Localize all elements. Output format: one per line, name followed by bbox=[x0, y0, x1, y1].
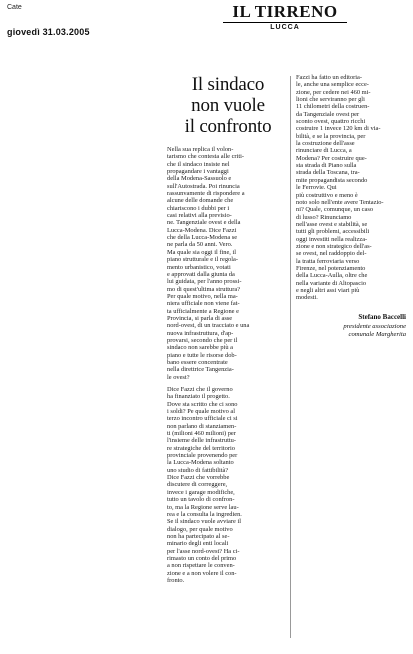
article-text-line: provarsi, secondo che per il bbox=[167, 336, 238, 344]
headline-line: Il sindaco bbox=[191, 74, 265, 95]
article-text-line: rea e la consulta la ingredien. bbox=[167, 510, 242, 518]
edition-name: LUCCA bbox=[270, 24, 300, 31]
column-2 bbox=[167, 386, 285, 584]
article-text-line: Dice Fazzi che vorrebbe bbox=[167, 474, 230, 482]
article-text-line: tutto un tavolo di confron- bbox=[167, 496, 235, 504]
author-role-line: presidente associazione bbox=[343, 323, 406, 330]
article-text-line: Lucca-Modena. Dice Fazzi bbox=[167, 226, 237, 234]
article-text-line: e negli altri assi viari più bbox=[296, 286, 360, 294]
author-signature: Stefano Baccelli bbox=[358, 313, 406, 321]
article-text-line: nord-ovest, di un tracciato e una bbox=[167, 322, 250, 330]
article-text-line: non ha partecipato al se- bbox=[167, 532, 230, 540]
article-text-line: sta strada di Piano sulla bbox=[296, 162, 357, 170]
article-text-line: mite propagandista secondo bbox=[296, 176, 368, 184]
article-text-line: Dove sta scritto che ci sono bbox=[167, 400, 238, 408]
article-text-line: tarismo che contesta alle criti- bbox=[167, 153, 245, 161]
article-text-line: la tratta ferroviaria verso bbox=[296, 257, 360, 265]
article-text-line: le Ferrovie. Qui bbox=[296, 184, 337, 192]
article-text-line: ne parla da 50 anni. Vero. bbox=[167, 241, 233, 249]
article-text-line: nell'asse ovest e stabilità, se bbox=[296, 220, 368, 228]
article-text-line: ne. Tangenziale ovest e della bbox=[167, 219, 241, 227]
article-text-line: l'insieme delle infrastruttu- bbox=[167, 437, 236, 445]
article-text-line: piano e tutte le risorse dob- bbox=[167, 351, 237, 359]
article-text-line: fronto. bbox=[167, 576, 185, 584]
article-text-line: da Tangenziale ovest per bbox=[296, 110, 360, 118]
article-text-line: dialogo, per quale motivo bbox=[167, 525, 233, 533]
article-text-line: zione e a non volere il con- bbox=[167, 569, 237, 577]
article-text-line: non parlano di stanziamen- bbox=[167, 422, 237, 430]
article-text-line: la costruzione dell'asse bbox=[296, 140, 355, 148]
column-divider bbox=[290, 76, 291, 638]
article-text-line: bano essere concentrate bbox=[167, 358, 228, 366]
article-text-line: lioni che serviranno per gli bbox=[296, 96, 365, 104]
article-text-line: per l'asse nord-ovest? Ha ci- bbox=[167, 547, 240, 555]
article-text-line: rassunvamente di rispondere a bbox=[167, 190, 245, 198]
article-text-line: se ovest, nel raddoppio del- bbox=[296, 250, 367, 258]
masthead-rule bbox=[223, 22, 347, 23]
column-3 bbox=[296, 74, 406, 302]
article-text-line: Per quale motivo, nella ma- bbox=[167, 292, 238, 300]
author-role bbox=[296, 323, 406, 339]
article-text-line: Nella sua replica il volon- bbox=[167, 146, 234, 153]
article-text-line: ha finanziato il progetto. bbox=[167, 393, 230, 401]
article-text-line: Fazzi ha fatto un editoria- bbox=[296, 74, 363, 81]
article-text-line: nella direttrice Tangenzia- bbox=[167, 366, 234, 374]
article-text-line: Provincia, si parla di asse bbox=[167, 314, 233, 322]
article-text-line: zione, per cedere nei 460 mi- bbox=[296, 88, 371, 96]
article-text-line: costruire 1 invece 120 km di via- bbox=[296, 125, 381, 133]
article-text-line: Dice Fazzi che il governo bbox=[167, 386, 233, 393]
article-text-line: che il sindaco insiste nel bbox=[167, 160, 230, 168]
article-text-line: lui guidata, per l'anno prossi- bbox=[167, 278, 242, 286]
article-text-line: la Lucca-Modena soltanto bbox=[167, 459, 234, 467]
article-text-line: alcune delle domande che bbox=[167, 197, 234, 205]
article-text-line: sconto ovest, quattro ricchi bbox=[296, 118, 366, 126]
article-text-line: sindaco non sarebbe più a bbox=[167, 344, 234, 352]
article-text-line: rinunciare di Lucca, a bbox=[296, 147, 352, 155]
newspaper-name: IL TIRRENO bbox=[232, 2, 338, 21]
article-text-line: zione e non strategico dell'as- bbox=[296, 242, 372, 250]
article-text-line: uno studio di fattibilità? bbox=[167, 466, 229, 474]
article-text-line: le, anche una semplice ecce- bbox=[296, 81, 369, 89]
article-text-line: propagandare i vantaggi bbox=[167, 168, 229, 176]
headline bbox=[162, 74, 294, 137]
article-text-line: i soldi? Pe quale motivo al bbox=[167, 408, 235, 416]
article-text-line: modesti. bbox=[296, 294, 318, 302]
article-text-line: ta ufficialmente a Regione e bbox=[167, 307, 239, 315]
article-text-line: tutti gli problemi, accessibili bbox=[296, 228, 370, 236]
article-text-line: casi relativi alla previsio- bbox=[167, 212, 232, 220]
article-text-line: Modena? Per costruire que- bbox=[296, 154, 367, 162]
article-text-line: ti (milioni 460 milioni) per bbox=[167, 430, 236, 438]
article-text-line: strada della Toscana, tra- bbox=[296, 169, 360, 177]
article-text-line: di lusso? Rinunciamo bbox=[296, 213, 352, 221]
article-text-line: 11 chilometri della costruen- bbox=[296, 103, 370, 111]
source-label: Cate bbox=[7, 4, 22, 11]
article-text-line: bilità, e se la provincia, per bbox=[296, 132, 366, 140]
article-text-line: terzo incontro ufficiale ci si bbox=[167, 415, 238, 423]
article-text-line: a non rispettare le conven- bbox=[167, 562, 235, 570]
article-text-line: Se il sindaco vuole avviare il bbox=[167, 518, 242, 526]
article-text-line: re strategiche del territorio bbox=[167, 444, 235, 452]
article-text-line: che della Lucca-Modena se bbox=[167, 234, 238, 242]
article-text-line: provinciale provenendo per bbox=[167, 452, 238, 460]
article-text-line: rimasto un conto del primo bbox=[167, 554, 237, 562]
article-text-line: chiariscono i dubbi per i bbox=[167, 204, 230, 212]
article-text-line: mo di quest'ultima struttura? bbox=[167, 285, 241, 293]
publication-date: giovedì 31.03.2005 bbox=[7, 27, 90, 37]
article-text-line: nella variante di Altopascio bbox=[296, 279, 367, 287]
article-text-line: ni? Quale, comunque, un caso bbox=[296, 206, 374, 214]
newspaper-masthead bbox=[223, 2, 347, 31]
headline-line: non vuole bbox=[191, 95, 265, 116]
article-text-line: oggi investiti nella realizza- bbox=[296, 235, 368, 243]
article-text-line: mento urbanistico, votati bbox=[167, 263, 231, 271]
article-text-line: le ovest? bbox=[167, 373, 190, 381]
article-text-line: Ma quale sia oggi il fine, il bbox=[167, 248, 237, 256]
article-text-line: niera ufficiale non viene fat- bbox=[167, 300, 240, 308]
article-text-line: sull'Autostrada. Poi rinuncia bbox=[167, 182, 240, 190]
article-text-line: minario degli enti locali bbox=[167, 540, 229, 548]
article-text-line: nuova infrastruttura, d'ap- bbox=[167, 329, 234, 337]
column-1 bbox=[167, 146, 285, 381]
author-role-line: comunale Margherita bbox=[348, 331, 406, 338]
article-text-line: to, ma la Regione serve lau- bbox=[167, 503, 239, 511]
article-text-line: della Modena-Sassuolo e bbox=[167, 175, 232, 183]
article-text-line: piano strutturale e il regola- bbox=[167, 256, 238, 264]
article-text-line: Firenze, nel potenziamento bbox=[296, 264, 366, 272]
article-text-line: discutere di correggere, bbox=[167, 481, 228, 489]
headline-line: il confronto bbox=[184, 116, 272, 137]
article-text-line: invece i garage modifiche, bbox=[167, 488, 235, 496]
article-text-line: e approvati dalla giunta da bbox=[167, 270, 235, 278]
article-text-line: della Lucca-Aulla, oltre che bbox=[296, 272, 368, 280]
article-text-line: noto solo nell'ente avere Tentazio- bbox=[296, 198, 384, 206]
article-text-line: più costruttivo e meno è bbox=[296, 191, 358, 199]
